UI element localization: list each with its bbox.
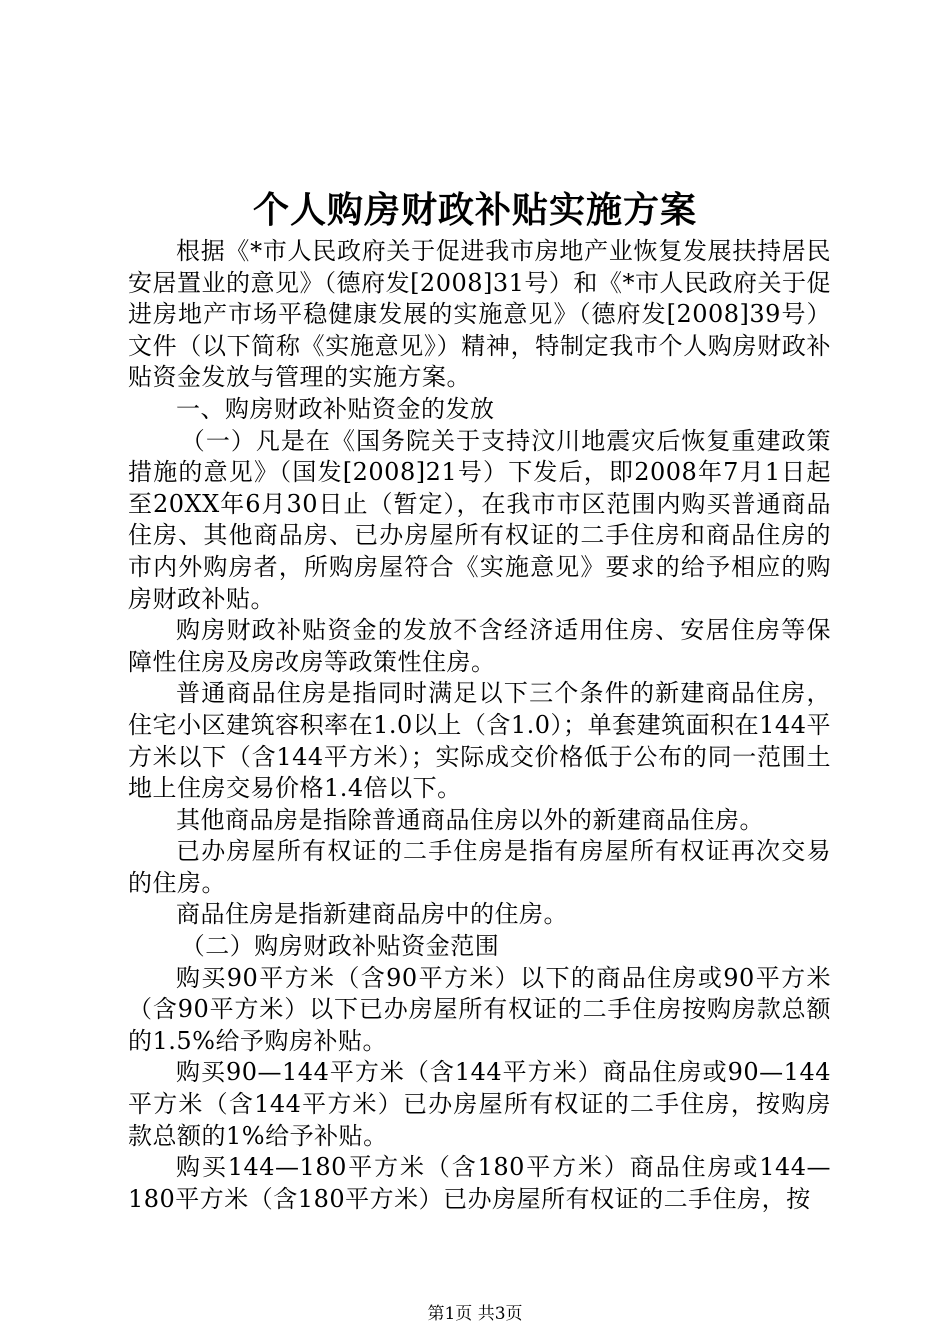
paragraph-commercial-housing: 商品住房是指新建商品房中的住房。 (176, 900, 568, 929)
paragraph-subsidy-90: 购买90平方米（含90平方米）以下的商品住房或90平方米（含90平方米）以下已办房屋所有权证的二手住房按购房款总额的1.5%给予购房补贴。 (128, 963, 831, 1055)
paragraph-subsidy-90-144: 购买90—144平方米（含144平方米）商品住房或90—144平方米（含144平方米）已办房屋所有权证的二手住房，按购房款总额的1%给予补贴。 (128, 1058, 831, 1150)
page-footer: 第1页 共3页 (427, 1304, 523, 1324)
section-heading-1: 一、购房财政补贴资金的发放 (176, 394, 495, 423)
section-heading-2: （二）购房财政补贴资金范围 (180, 932, 500, 961)
paragraph-second-hand: 已办房屋所有权证的二手住房是指有房屋所有权证再次交易的住房。 (128, 837, 831, 897)
paragraph-exclusions: 购房财政补贴资金的发放不含经济适用住房、安居住房等保障性住房及房改房等政策性住房。 (128, 616, 831, 676)
paragraph-ordinary-housing: 普通商品住房是指同时满足以下三个条件的新建商品住房，住宅小区建筑容积率在1.0以上（含1.0）；单套建筑面积在144平方米以下（含144平方米）；实际成交价格低于公布的同一范围土地上住房交易价格1.4倍以下。 (128, 679, 831, 803)
document-title: 个人购房财政补贴实施方案 (252, 189, 697, 231)
document-body (128, 236, 831, 1215)
paragraph-intro: 根据《*市人民政府关于促进我市房地产业恢复发展扶持居民安居置业的意见》（德府发[2008]31号）和《*市人民政府关于促进房地产市场平稳健康发展的实施意见》（德府发[2008]39号）文件（以下简称《实施意见》）精神，特制定我市个人购房财政补贴资金发放与管理的实施方案。 (128, 237, 831, 392)
paragraph-subsidy-144-180: 购买144—180平方米（含180平方米）商品住房或144—180平方米（含180平方米）已办房屋所有权证的二手住房，按 (128, 1153, 831, 1213)
paragraph-eligibility: （一）凡是在《国务院关于支持汶川地震灾后恢复重建政策措施的意见》（国发[2008]21号）下发后，即2008年7月1日起至20XX年6月30日止（暂定），在我市市区范围内购买普通商品住房、其他商品房、已办房屋所有权证的二手住房和商品住房的市内外购房者，所购房屋符合《实施意见》要求的给予相应的购房财政补贴。 (128, 426, 831, 613)
paragraph-other-housing: 其他商品房是指除普通商品住房以外的新建商品住房。 (176, 805, 764, 834)
